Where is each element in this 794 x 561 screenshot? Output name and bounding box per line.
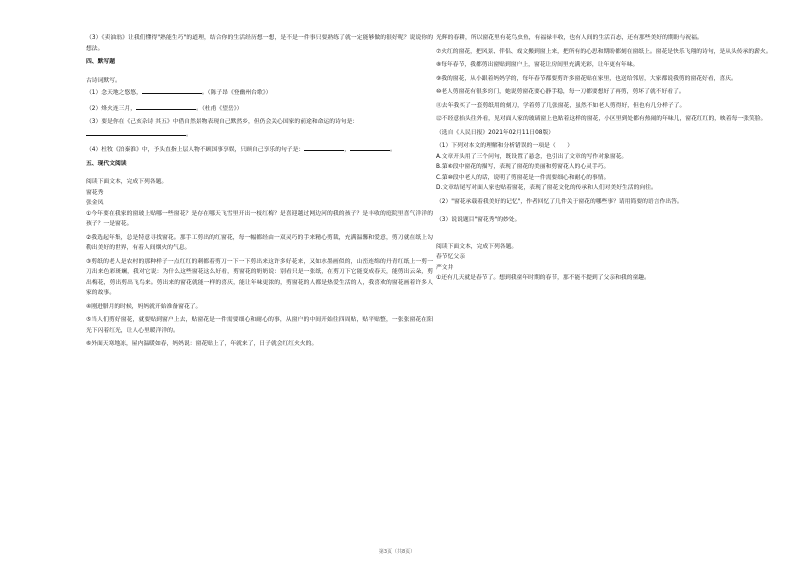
poem-item-3: （3）要是你在《己亥杂诗 其五》中借自然景物表现自己默然乡，但仍会关心国家的前途和命运的诗句是： [86, 119, 359, 125]
reading-paragraph: ⑨我的窗花，从小跟着妈妈学的，每年春节都要剪许多窗花贴在家里，也送给邻居，大家都说我剪的窗花好看，喜庆。 [436, 75, 737, 82]
reading-paragraph: ⑪去年我买了一套剪纸用的刻刀，学着剪了几张窗花，虽然不如老人剪得好，但也有几分样子了。 [436, 102, 686, 109]
reading-paragraph: ②我选起年集，总是特意寻找窗花。那手工剪出的红窗花，每一幅都经由一双灵巧的手来精心剪裁，充满温馨和爱意，剪刀就在纸上勾勒出美好的世界，有着人间烟火的气息。 [86, 234, 433, 251]
reading-paragraph: ⑧每年春节，我都剪出窗贴到窗户上，窗花让房间里充满光彩，让年更有年味。 [436, 62, 639, 68]
answer-blank[interactable] [350, 143, 390, 151]
section-4-title: 四、默写题 [86, 59, 115, 65]
reading-1-title: 窗花秀 [86, 189, 104, 196]
reading-paragraph: ⑦火红的窗花，把风景、伴侣、戏文搬到窗上来，把所有的心思和期盼都刻在窗纸上。窗花是快乐飞翔的诗句，是从头传承的薪火。 [436, 48, 772, 55]
option-a[interactable]: A.文章开头用了三个问句，既设置了悬念，也引出了文章的写作对象窗花。 [436, 153, 628, 160]
reading-paragraph: ①还有几天就是春节了。想到我童年时期的春节，那不能不提到了父亲和我的童趣。 [436, 275, 650, 281]
question-2: （2）"窗花承载着我美好的记忆"，作者回忆了几件关于窗花的哪些事？请用简要的语言作出答。 [436, 198, 683, 205]
section-5-title: 五、现代文阅读 [86, 160, 127, 167]
reading-paragraph: ③剪纸的老人是农村的那种样子一点红红的刺都着剪刀一下一下剪出来这许多好花来，又如水墨画似的，山峦连绵的丹青红纸上一剪一刀出来色彩斑斓，我对它说：为什么这些窗花这么好看，剪窗花的奶奶说：别看只是一张纸，在剪刀下它能变成春天，能剪出云朵，剪出梅花，剪出剪出飞鸟来。剪出来的窗花就能一样的喜庆，能让年味更浓的，剪窗花的人都是热爱生活的人，我喜欢的窗花画着许多人家的故事。 [86, 258, 433, 296]
option-b[interactable]: B.第⑥段中窗花的描写，表现了窗花的美丽和剪窗花人的心灵手巧。 [436, 164, 610, 170]
reading-2-author: 严文井 [436, 264, 454, 271]
reading-paragraph: ⑫不经意抬头往外看，见对面人家的玻璃窗上也贴着这样的窗花，小区里到处都有热闹的年味儿，窗花红红的，映着每一张笑脸。 [436, 116, 767, 122]
page-footer: 第3页（共8页） [378, 549, 416, 555]
reading-1-author: 张金凤 [86, 200, 104, 206]
option-c[interactable]: C.第⑩段中老人的话，说明了剪窗花是一件需要细心和耐心的事情。 [436, 174, 610, 181]
reading-2-intro: 阅读下面文本，完成下列各题。 [436, 243, 518, 250]
reading-paragraph: ⑤当人们剪好窗花，就要贴到窗户上去，贴窗花是一件需要细心和耐心的事，从窗户的中间开始往四周贴，贴平贴整，一张张窗花在阳光下闪着红光，让人心里暖洋洋的。 [86, 317, 433, 334]
reading-paragraph: 光辉的春耕，所以窗花里有花鸟虫鱼，有福禄丰收，也有人间的生活百态，还有那些美好的期盼与祝福。 [436, 35, 703, 41]
question-3: （3）《卖油翁》让我们懂得"熟能生巧"的道理，结合你的生活经历想一想，是不是一件事只要熟练了就一定能够做的很好呢？说说你的想法。 [86, 35, 433, 52]
answer-blank[interactable] [142, 86, 202, 94]
reading-paragraph: ④刚进腊月的时候，妈妈就开始准备窗花了。 [86, 303, 202, 310]
poem-item-2: （2）烽火连三月， 。（杜甫《望岳》） [86, 102, 433, 115]
reading-paragraph: ⑥外面天寒地冻，屋内温暖如春，妈妈说：窗花贴上了，年就来了，日子就会红红火火的。 [86, 341, 318, 347]
poem-item-3-answer: 。 [86, 128, 433, 141]
poem-instructions: 古诗词默写。 [86, 77, 121, 84]
question-1: （1）下列对本文的理解和分析错误的一项是（ ） [436, 143, 574, 149]
reading-paragraph: ⑩老人剪窗花有很多窍门，她说剪窗花要心静手稳，每一刀都要想好了再剪，剪坏了就不好看了。 [436, 89, 685, 95]
source-citation: （选自《人民日报》2021年02月11日08版） [436, 129, 555, 136]
reading-2-title: 春节忆父亲 [436, 254, 465, 260]
answer-blank[interactable] [86, 128, 186, 136]
reading-paragraph: ①今年要在我家的窗玻上贴哪一些窗花？是存在哪天飞雪里开出一枝红梅？是喜迎越过网边河的我的孩子？是丰收的庭院里喜气洋洋的孩子？一是窗花。 [86, 210, 433, 227]
answer-blank[interactable] [304, 143, 344, 151]
right-column [436, 33, 783, 284]
option-d[interactable]: D.文章结尾写对面人家也贴着窗花，表现了窗花文化的传承和人们对美好生活的向往。 [436, 185, 657, 191]
question-3-right: （3）说说题目"窗花秀"的妙处。 [436, 217, 521, 223]
reading-1-intro: 阅读下面文本，完成下列各题。 [86, 179, 168, 185]
answer-blank[interactable] [136, 102, 196, 110]
poem-item-4: （4）杜牧《泊秦淮》中，予头直指上层人物不顾国事享娱，只顾自己享乐的句子是： ， 。 [86, 143, 433, 156]
poem-item-1: （1）念天地之悠悠， 。（陈子昂《登幽州台歌》） [86, 86, 433, 99]
left-column [86, 33, 433, 353]
